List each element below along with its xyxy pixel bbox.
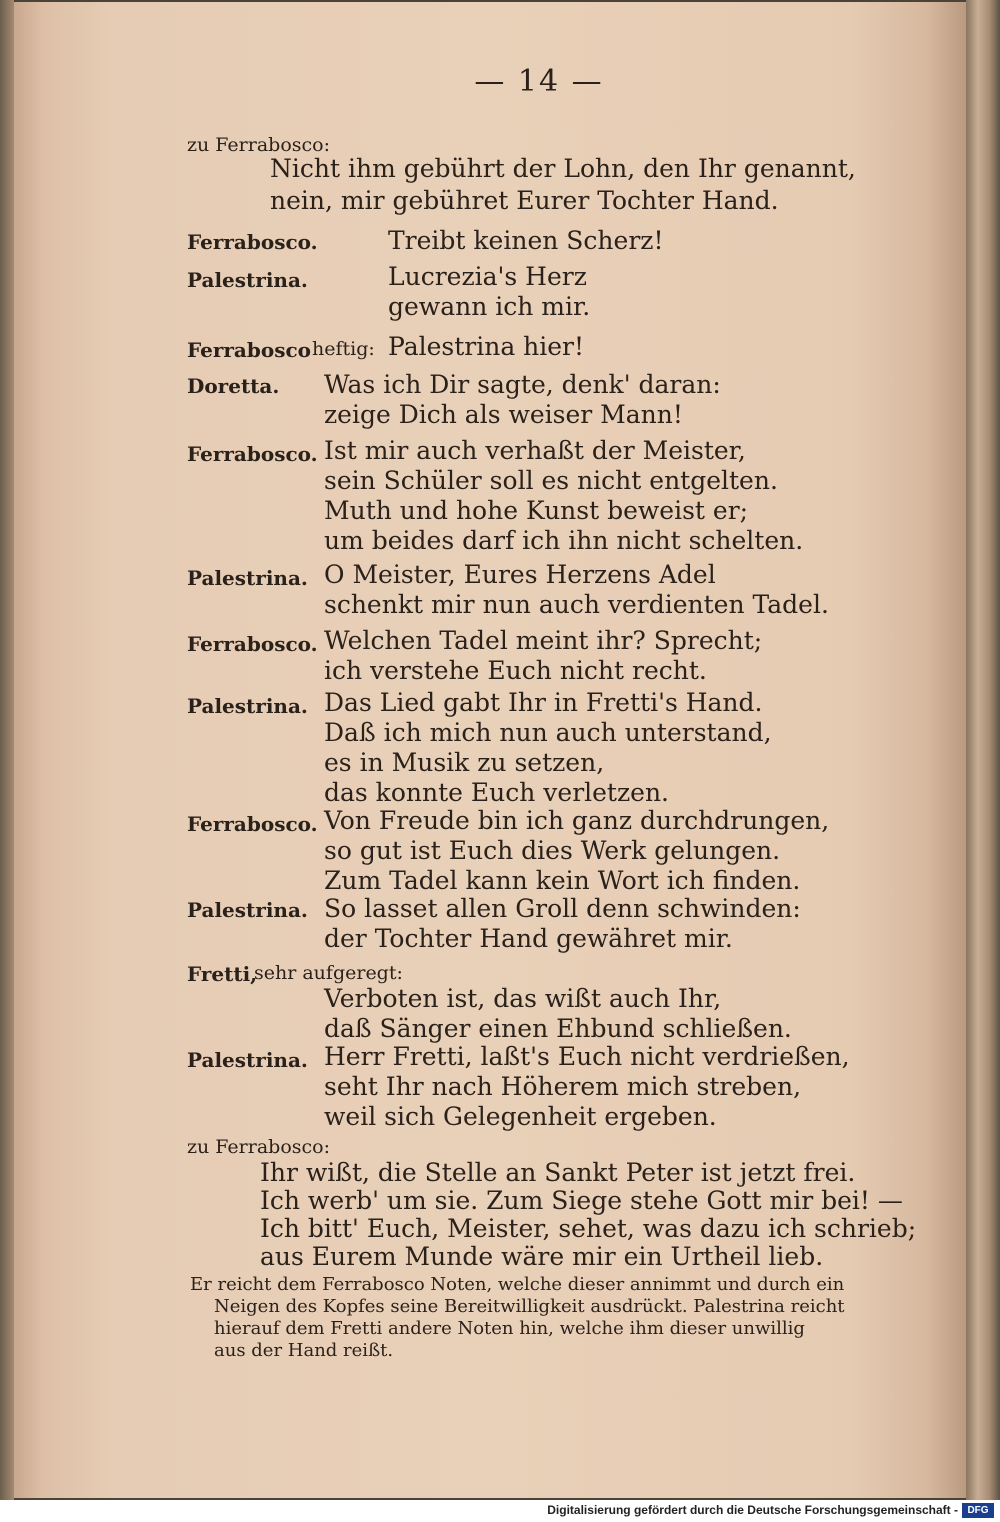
verse-line: Herr Fretti, laßt's Euch nicht verdrießen, — [324, 1042, 850, 1071]
verse-line: gewann ich mir. — [388, 292, 591, 321]
speaker-name: Palestrina. — [187, 1048, 308, 1072]
dfg-logo: DFG — [962, 1503, 994, 1518]
page-edge — [966, 0, 1000, 1500]
verse-line: Zum Tadel kann kein Wort ich finden. — [324, 866, 801, 895]
stage-direction-line: Er reicht dem Ferrabosco Noten, welche dieser annimmt und durch ein — [190, 1274, 845, 1295]
speaker-name: Ferrabosco. — [187, 632, 318, 656]
verse-line: Von Freude bin ich ganz durchdrungen, — [324, 806, 830, 835]
verse-line: Welchen Tadel meint ihr? Sprecht; — [324, 626, 763, 655]
verse-line: seht Ihr nach Höherem mich streben, — [324, 1072, 802, 1101]
speaker-name: Fretti, — [187, 962, 258, 986]
digitization-footer — [0, 1500, 1000, 1522]
verse-line: Lucrezia's Herz — [388, 262, 587, 291]
verse-line: Nicht ihm gebührt der Lohn, den Ihr genannt, — [270, 154, 856, 183]
speaker-name: Palestrina. — [187, 268, 308, 292]
verse-line: zeige Dich als weiser Mann! — [324, 400, 683, 429]
verse-line: Ich bitt' Euch, Meister, sehet, was dazu ich schrieb; — [260, 1214, 917, 1243]
speaker-name: Ferrabosco. — [187, 442, 318, 466]
verse-line: ich verstehe Euch nicht recht. — [324, 656, 707, 685]
speaker-name: Ferrabosco. — [187, 230, 318, 254]
stage-direction-line: aus der Hand reißt. — [214, 1340, 394, 1361]
speaker-direction: heftig: — [312, 338, 375, 360]
speaker-name: Palestrina. — [187, 694, 308, 718]
book-gutter — [0, 0, 14, 1500]
speaker-direction: sehr aufgeregt: — [254, 962, 403, 984]
speaker-name: Ferrabosco — [187, 338, 311, 362]
verse-line: um beides darf ich ihn nicht schelten. — [324, 526, 804, 555]
verse-line: aus Eurem Munde wäre mir ein Urtheil lieb. — [260, 1242, 824, 1271]
speaker-name: Ferrabosco. — [187, 812, 318, 836]
verse-line: nein, mir gebühret Eurer Tochter Hand. — [270, 186, 779, 215]
stage-direction-line: hierauf dem Fretti andere Noten hin, welche ihm dieser unwillig — [214, 1318, 805, 1339]
verse-line: Palestrina hier! — [388, 332, 585, 361]
verse-line: Treibt keinen Scherz! — [388, 226, 664, 255]
book-page — [14, 2, 966, 1498]
verse-line: So lasset allen Groll denn schwinden: — [324, 894, 801, 923]
verse-line: Ihr wißt, die Stelle an Sankt Peter ist jetzt frei. — [260, 1158, 856, 1187]
verse-line: Muth und hohe Kunst beweist er; — [324, 496, 749, 525]
stage-cue: zu Ferrabosco: — [187, 134, 331, 156]
speaker-name: Doretta. — [187, 374, 280, 398]
verse-line: daß Sänger einen Ehbund schließen. — [324, 1014, 792, 1043]
verse-line: Ist mir auch verhaßt der Meister, — [324, 436, 746, 465]
page-number: — 14 — — [474, 64, 604, 99]
verse-line: weil sich Gelegenheit ergeben. — [324, 1102, 717, 1131]
verse-line: Das Lied gabt Ihr in Fretti's Hand. — [324, 688, 763, 717]
verse-line: der Tochter Hand gewähret mir. — [324, 924, 733, 953]
verse-line: O Meister, Eures Herzens Adel — [324, 560, 716, 589]
verse-line: Was ich Dir sagte, denk' daran: — [324, 370, 721, 399]
footer-credit: Digitalisierung gefördert durch die Deutsche Forschungsgemeinschaft - — [547, 1503, 958, 1517]
verse-line: Daß ich mich nun auch unterstand, — [324, 718, 772, 747]
verse-line: das konnte Euch verletzen. — [324, 778, 669, 807]
stage-cue: zu Ferrabosco: — [187, 1136, 331, 1158]
speaker-name: Palestrina. — [187, 566, 308, 590]
verse-line: so gut ist Euch dies Werk gelungen. — [324, 836, 781, 865]
verse-line: Verboten ist, das wißt auch Ihr, — [324, 984, 722, 1013]
verse-line: sein Schüler soll es nicht entgelten. — [324, 466, 778, 495]
speaker-name: Palestrina. — [187, 898, 308, 922]
verse-line: Ich werb' um sie. Zum Siege stehe Gott mir bei! — — [260, 1186, 903, 1215]
stage-direction-line: Neigen des Kopfes seine Bereitwilligkeit ausdrückt. Palestrina reicht — [214, 1296, 845, 1317]
verse-line: schenkt mir nun auch verdienten Tadel. — [324, 590, 829, 619]
verse-line: es in Musik zu setzen, — [324, 748, 605, 777]
